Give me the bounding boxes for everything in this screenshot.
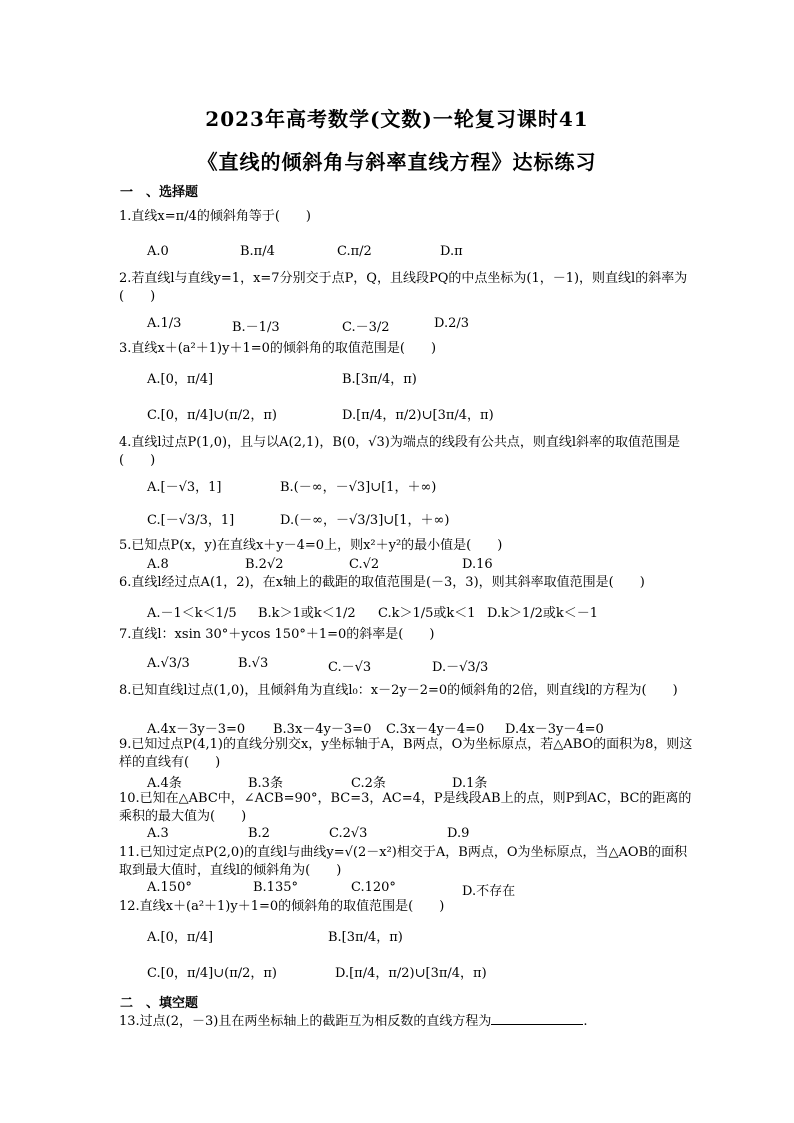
question-4 <box>119 434 699 470</box>
option-d: D.1条 <box>452 776 488 791</box>
question-stem: 6.直线l经过点A(1，2)，在x轴上的截距的取值范围是(－3，3)，则其斜率取值范围是( ) <box>119 575 645 590</box>
option-d: D.4x－3y－4=0 <box>505 722 604 737</box>
option-a: A.3 <box>147 826 169 841</box>
option-a: A.4条 <box>147 776 182 791</box>
option-a: A.1/3 <box>147 316 182 331</box>
question-2 <box>119 270 699 306</box>
option-a: A.[0，π/4] <box>147 372 214 387</box>
option-d: D.[π/4，π/2)∪[3π/4，π) <box>335 966 487 981</box>
question-stem: 10.已知在△ABC中，∠ACB=90°，BC=3，AC=4，P是线段AB上的点，则P到AC，BC的距离的乘积的最大值为( ) <box>119 791 692 824</box>
option-b: B.[3π/4，π) <box>342 372 417 387</box>
question-8 <box>119 682 699 700</box>
question-1 <box>119 208 699 226</box>
option-d: D.16 <box>462 557 493 572</box>
option-b: B.2√2 <box>245 557 284 572</box>
option-b: B.π/4 <box>240 244 275 259</box>
question-7 <box>119 626 699 644</box>
option-c: C.2√3 <box>329 826 368 841</box>
question-stem: 12.直线x＋(a²＋1)y＋1=0的倾斜角的取值范围是( ) <box>119 899 445 914</box>
question-stem: 11.已知过定点P(2,0)的直线l与曲线y=√(2－x²)相交于A，B两点，O为坐标原点，当△AOB的面积取到最大值时，直线l的倾斜角为( ) <box>119 845 688 878</box>
option-b: B.－1/3 <box>232 320 280 335</box>
question-stem: 4.直线l过点P(1,0)，且与以A(2,1)，B(0，√3)为端点的线段有公共点，则直线l斜率的取值范围是( ) <box>119 435 681 468</box>
option-d: D.(－∞，－√3/3]∪[1，＋∞) <box>280 513 450 528</box>
option-d: D.π <box>440 244 463 259</box>
question-stem: 2.若直线l与直线y=1，x=7分别交于点P，Q，且线段PQ的中点坐标为(1，－1)，则直线l的斜率为( ) <box>119 271 688 304</box>
option-d: D.k＞1/2或k＜－1 <box>487 606 599 621</box>
section-heading-choice: 一 、选择题 <box>120 185 199 200</box>
option-d: D.9 <box>447 826 470 841</box>
option-d: D.2/3 <box>434 316 470 331</box>
question-stem: 5.已知点P(x，y)在直线x＋y－4=0上，则x²＋y²的最小值是( ) <box>119 538 503 553</box>
question-11 <box>119 844 699 880</box>
option-c: C.2条 <box>351 776 386 791</box>
option-d: D.不存在 <box>462 884 516 899</box>
question-stem: 7.直线l：xsin 30°＋ycos 150°＋1=0的斜率是( ) <box>119 627 435 642</box>
option-a: A.150° <box>147 880 192 895</box>
option-c: C.[－√3/3，1] <box>147 513 235 528</box>
option-b: B.[3π/4，π) <box>328 930 403 945</box>
option-b: B.2 <box>248 826 270 841</box>
option-c: C.k＞1/5或k＜1 <box>378 606 476 621</box>
option-b: B.(－∞，－√3]∪[1，＋∞) <box>280 480 437 495</box>
question-3 <box>119 340 699 358</box>
option-a: A.√3/3 <box>147 656 190 671</box>
option-a: A.[－√3，1] <box>147 480 222 495</box>
question-stem: 8.已知直线l过点(1,0)，且倾斜角为直线l₀：x－2y－2=0的倾斜角的2倍，则直线l的方程为( ) <box>119 683 678 698</box>
option-c: C.120° <box>351 880 396 895</box>
question-6 <box>119 574 699 592</box>
question-stem: 1.直线x=π/4的倾斜角等于( ) <box>119 209 311 224</box>
option-a: A.0 <box>147 244 169 259</box>
option-c: C.[0，π/4]∪(π/2，π) <box>147 966 278 981</box>
option-a: A.8 <box>147 557 169 572</box>
option-c: C.√2 <box>349 557 380 572</box>
question-10 <box>119 790 699 826</box>
question-12 <box>119 898 699 916</box>
option-d: D.－√3/3 <box>432 660 489 675</box>
section-heading-fill: 二 、填空题 <box>120 996 199 1011</box>
option-b: B.k＞1或k＜1/2 <box>258 606 356 621</box>
question-stem: 3.直线x＋(a²＋1)y＋1=0的倾斜角的取值范围是( ) <box>119 341 437 356</box>
option-b: B.√3 <box>238 656 269 671</box>
option-c: C.π/2 <box>337 244 372 259</box>
option-d: D.[π/4，π/2)∪[3π/4，π) <box>342 408 494 423</box>
document-subtitle: 《直线的倾斜角与斜率直线方程》达标练习 <box>197 150 597 174</box>
question-9 <box>119 736 699 772</box>
question-stem: 13.过点(2，－3)且在两坐标轴上的截距互为相反数的直线方程为 <box>119 1014 492 1029</box>
option-b: B.3条 <box>248 776 283 791</box>
option-b: B.3x－4y－3=0 <box>273 722 372 737</box>
question-5 <box>119 537 699 555</box>
document-title: 2023年高考数学(文数)一轮复习课时41 <box>205 107 589 131</box>
option-a: A.[0，π/4] <box>147 930 214 945</box>
option-c: C.－√3 <box>328 660 372 675</box>
option-a: A.4x－3y－3=0 <box>147 722 246 737</box>
question-13: 13.过点(2，－3)且在两坐标轴上的截距互为相反数的直线方程为 . <box>119 1014 588 1029</box>
option-c: C.[0，π/4]∪(π/2，π) <box>147 408 278 423</box>
option-b: B.135° <box>253 880 298 895</box>
question-stem: 9.已知过点P(4,1)的直线分别交x，y坐标轴于A，B两点，O为坐标原点，若△ABO的面积为8，则这样的直线有( ) <box>119 737 693 770</box>
answer-blank <box>491 1012 583 1025</box>
option-c: C.3x－4y－4=0 <box>386 722 485 737</box>
option-c: C.－3/2 <box>342 320 390 335</box>
option-a: A.－1＜k＜1/5 <box>147 606 237 621</box>
